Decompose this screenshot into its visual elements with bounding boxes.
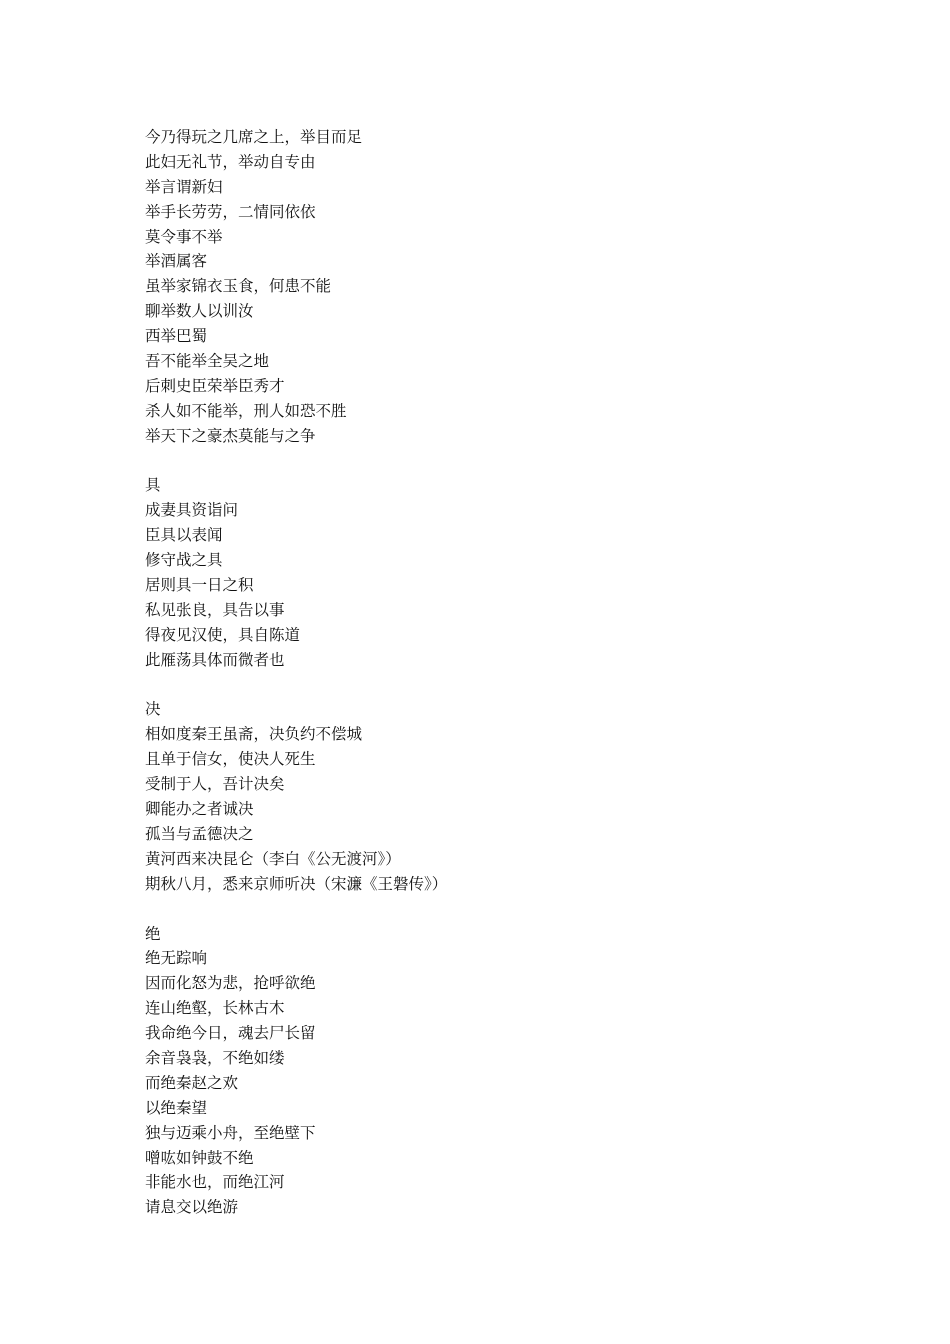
text-line: 连山绝壑，长林古木 [145, 999, 285, 1018]
text-line: 独与迈乘小舟，至绝壁下 [145, 1123, 316, 1142]
text-line: 受制于人，吾计决矣 [145, 775, 285, 794]
text-line: 余音袅袅，不绝如缕 [145, 1048, 285, 1067]
text-line: 以绝秦望 [145, 1098, 208, 1117]
document-body [145, 125, 845, 1220]
text-line: 吾不能举全吴之地 [145, 352, 270, 371]
text-line: 西举巴蜀 [145, 327, 208, 346]
text-line: 莫令事不举 [145, 227, 223, 246]
text-line: 举酒属客 [145, 252, 208, 271]
text-line: 此妇无礼节，举动自专由 [145, 152, 316, 171]
text-line: 黄河西来决昆仑（李白《公无渡河》） [145, 849, 401, 868]
text-line: 我命绝今日，魂去尸长留 [145, 1024, 316, 1043]
text-line: 居则具一日之积 [145, 576, 254, 595]
text-line: 孤当与孟德决之 [145, 824, 254, 843]
text-line: 此雁荡具体而微者也 [145, 650, 285, 669]
text-line: 虽举家锦衣玉食，何患不能 [145, 277, 332, 296]
text-line: 举天下之豪杰莫能与之争 [145, 426, 316, 445]
text-line: 且单于信女，使决人死生 [145, 750, 316, 769]
text-line: 卿能办之者诚决 [145, 800, 254, 819]
text-line: 私见张良，具告以事 [145, 600, 285, 619]
text-line: 举言谓新妇 [145, 177, 223, 196]
text-line: 成妻具资诣问 [145, 501, 239, 520]
text-line: 因而化怒为悲，抢呼欲绝 [145, 974, 316, 993]
section-heading: 决 [145, 700, 161, 719]
text-line: 今乃得玩之几席之上，举目而足 [145, 128, 363, 146]
section-heading: 具 [145, 476, 161, 495]
section-heading: 绝 [145, 924, 161, 943]
text-line: 非能水也，而绝江河 [145, 1173, 285, 1192]
text-line: 聊举数人以训汝 [145, 302, 254, 321]
text-line: 请息交以绝游 [145, 1198, 239, 1217]
text-line: 期秋八月，悉来京师听决（宋濂《王磐传》） [145, 874, 448, 893]
text-line: 修守战之具 [145, 551, 223, 570]
text-line: 杀人如不能举，刑人如恐不胜 [145, 401, 347, 420]
blank-line [145, 449, 845, 474]
text-line: 而绝秦赵之欢 [145, 1073, 239, 1092]
blank-line [145, 673, 845, 698]
text-line: 相如度秦王虽斋，决负约不偿城 [145, 725, 363, 744]
text-line: 臣具以表闻 [145, 526, 223, 545]
text-line: 举手长劳劳，二情同依依 [145, 202, 316, 221]
text-line: 后刺史臣荣举臣秀才 [145, 376, 285, 395]
text-line: 得夜见汉使，具自陈道 [145, 625, 301, 644]
blank-line [145, 897, 845, 922]
text-line: 绝无踪响 [145, 949, 208, 968]
text-line: 噌吰如钟鼓不绝 [145, 1148, 254, 1167]
